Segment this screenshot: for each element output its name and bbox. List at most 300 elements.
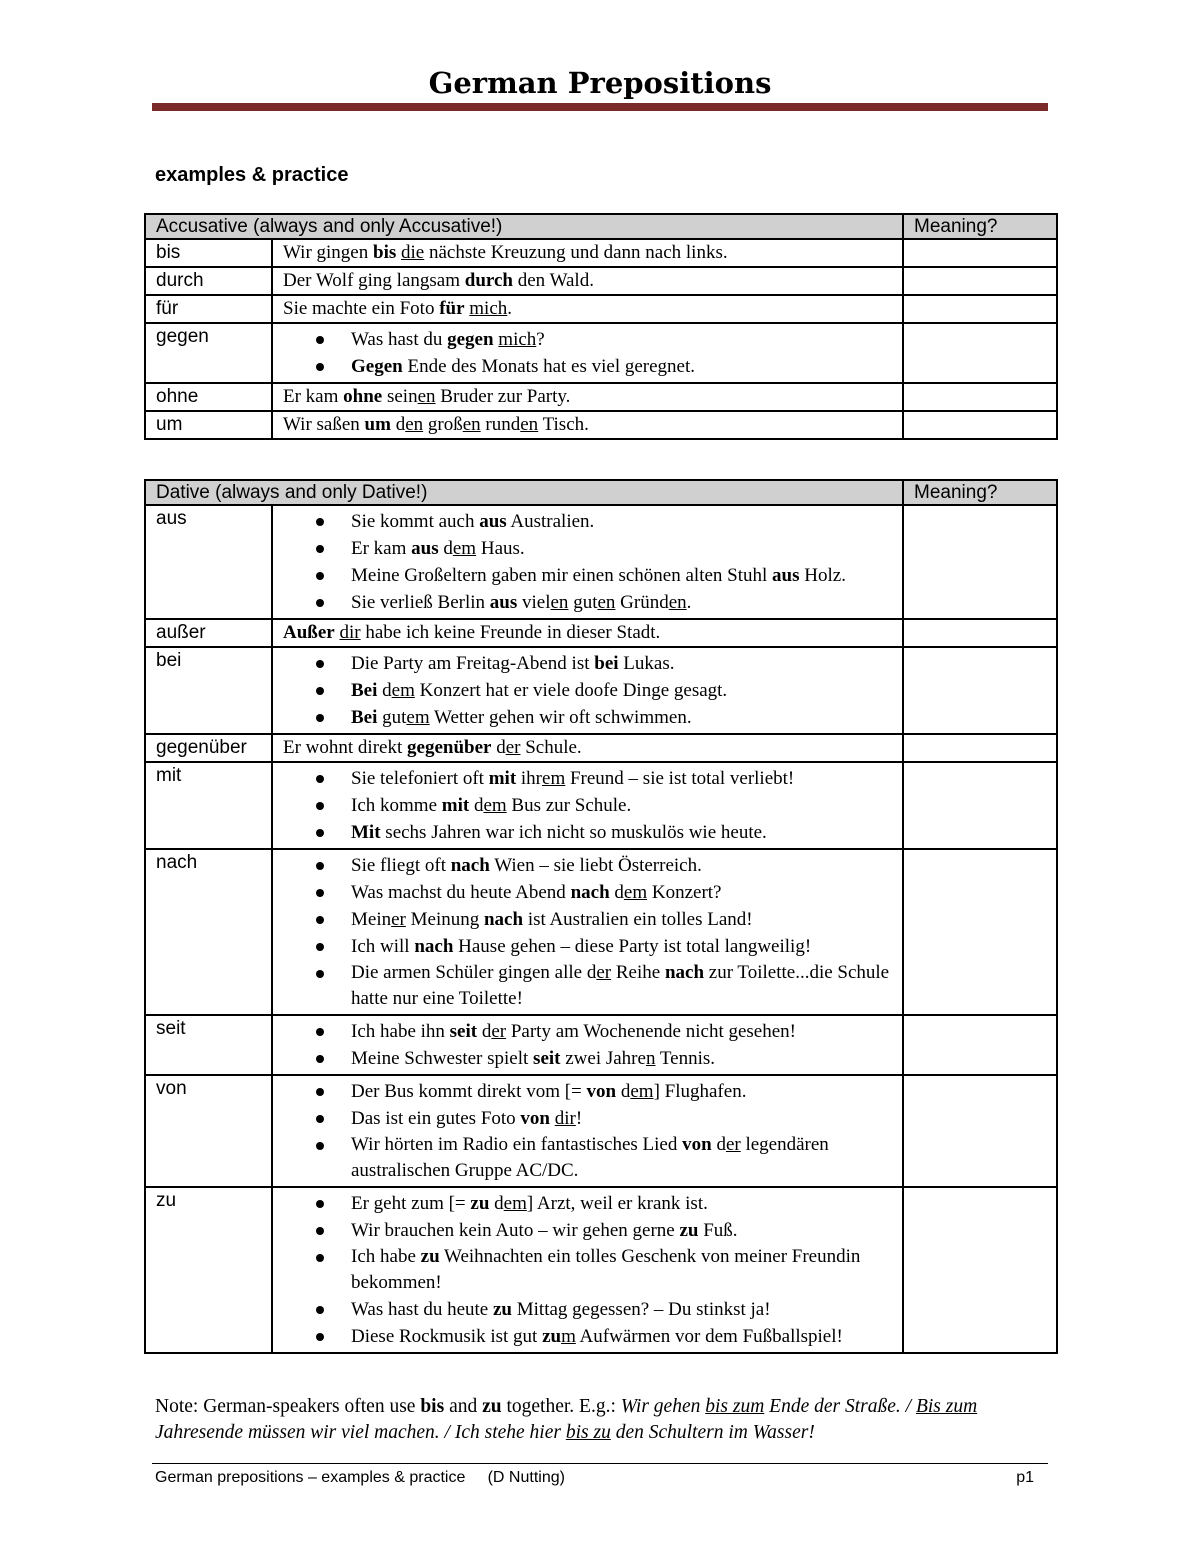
preposition-highlight: bis [373,242,397,263]
text-run: Haus. [476,538,525,559]
preposition-highlight: Bei [351,680,378,701]
preposition-highlight: gegenüber [407,737,492,758]
preposition-highlight: ohne [343,386,383,407]
example-list [283,326,902,380]
preposition-highlight: bis [420,1396,445,1417]
case-ending: em [483,795,507,816]
text-run: d [390,414,406,435]
dative-header: Dative (always and only Dative!) [145,480,903,505]
text-run: den Wald. [513,270,594,291]
accusative-header: Accusative (always and only Accusative!) [145,214,903,239]
text-run: Hause gehen – diese Party ist total langweilig! [453,936,812,957]
text-run: rund [480,414,521,435]
text-run: Sie machte ein Foto [283,298,440,319]
preposition-cell: gegen [145,323,272,383]
text-run: Sie fliegt oft [351,855,451,876]
example-item [283,1132,902,1184]
example-sentence [351,1046,715,1072]
case-ending: en [417,386,436,407]
preposition-cell: nach [145,849,272,1015]
case-ending: en [405,414,424,435]
text-run: nächste Kreuzung und dann nach links. [424,242,728,263]
text-run: Wir hörten im Radio ein fantastisches Lied [351,1134,683,1155]
text-run: legendären australischen Gruppe AC/DC. [351,1134,829,1181]
example-item [283,508,902,535]
text-run: viel [517,592,551,613]
example-item [283,353,902,380]
text-run: Ende der Straße. / [764,1396,916,1417]
preposition-highlight: bei [594,653,619,674]
case-ending: er [391,909,406,930]
text-run: d [489,1193,504,1214]
example-list [283,650,902,731]
preposition-highlight: um [364,414,391,435]
example-list [283,852,902,1012]
example-sentence [351,1324,843,1350]
meaning-answer-cell[interactable] [903,1015,1057,1075]
text-run: Ich will [351,936,415,957]
example-cell [272,1015,903,1075]
text-run: Tisch. [538,414,589,435]
example-sentence [351,536,525,562]
example-cell [272,762,903,849]
preposition-highlight: aus [489,592,518,613]
table-row [145,762,1057,849]
text-run: Ich habe [351,1246,421,1267]
meaning-answer-cell[interactable] [903,383,1057,411]
text-run: Das ist ein gutes Foto [351,1108,521,1129]
text-run: Wien – sie liebt Österreich. [489,855,702,876]
example-item [283,1217,902,1244]
example-sentence [283,270,594,291]
example-sentence [351,509,594,535]
preposition-highlight: für [439,298,465,319]
preposition-highlight: nach [570,882,610,903]
example-cell [272,295,903,323]
footer-divider [152,1463,1048,1464]
case-ending: en [550,592,569,613]
text-run: ist Australien ein tolles Land! [523,909,753,930]
preposition-cell: seit [145,1015,272,1075]
example-item [283,879,902,906]
example-list [283,1018,902,1072]
meaning-answer-cell[interactable] [903,734,1057,762]
example-sentence [351,1019,796,1045]
example-cell [272,1075,903,1187]
example-item [283,326,902,353]
text-run: . [507,298,513,319]
preposition-cell: bis [145,239,272,267]
preposition-cell: bei [145,647,272,734]
case-ending: em [542,768,566,789]
example-sentence [351,820,767,846]
preposition-cell: um [145,411,272,439]
text-run: Bruder zur Party. [435,386,571,407]
example-item [283,1105,902,1132]
text-run: Der Bus kommt direkt vom [= [351,1081,587,1102]
example-sentence [351,934,811,960]
example-item [283,1190,902,1217]
title-divider [152,103,1048,111]
case-ending: em [623,882,648,903]
table-row [145,505,1057,619]
example-sentence [351,880,722,906]
text-run: Wir brauchen kein Auto – wir gehen gerne [351,1220,680,1241]
text-run: d [616,1081,631,1102]
text-run: Ich habe ihn [351,1021,450,1042]
example-item [283,1323,902,1350]
example-cell [272,323,903,383]
footer-text: German prepositions – examples & practice (D Nutting) [155,1469,565,1486]
preposition-highlight: mit [488,768,517,789]
text-run: together. E.g.: [501,1396,621,1417]
preposition-highlight: nach [664,962,705,983]
text-run: Meine Großeltern gaben mir einen schönen alten Stuhl [351,565,773,586]
case-ending: er [596,962,612,983]
preposition-highlight: mit [441,795,470,816]
text-run: Weihnachten ein tolles Geschenk von meiner Freundin bekommen! [351,1246,861,1293]
case-ending: er [725,1134,741,1155]
example-cell [272,849,903,1015]
example-item [283,562,902,589]
preposition-highlight: zu [542,1326,562,1347]
page-title: German Prepositions [428,66,772,100]
text-run: Ende des Monats hat es viel geregnet. [402,356,696,377]
meaning-answer-cell[interactable] [903,505,1057,619]
accusative-table [144,213,1058,440]
meaning-answer-cell[interactable] [903,323,1057,383]
text-run: Er kam [351,538,412,559]
text-run: Wir saßen [283,414,365,435]
page-number: p1 [1016,1469,1034,1486]
text-run: Diese Rockmusik ist gut [351,1326,543,1347]
text-run: and [444,1396,483,1417]
case-ending: die [401,242,425,263]
meaning-header: Meaning? [903,214,1057,239]
preposition-highlight: zu [679,1220,699,1241]
table-row [145,239,1057,267]
text-run: Lukas. [618,653,675,674]
example-item [283,1296,902,1323]
text-run: Was hast du [351,329,448,350]
case-ending: dir [554,1108,576,1129]
example-item [283,677,902,704]
example-cell [272,411,903,439]
example-sentence [283,298,512,319]
text-run: Australien. [506,511,595,532]
example-cell [272,734,903,762]
preposition-cell: durch [145,267,272,295]
example-sentence [351,1218,738,1244]
text-run: Sie verließ Berlin [351,592,490,613]
text-run: Er geht zum [= [351,1193,471,1214]
case-ending: bis zum [705,1396,765,1417]
preposition-highlight: gegen [447,329,494,350]
dative-table [144,479,1058,1354]
example-sentence [351,563,846,589]
text-run: Holz. [799,565,846,586]
example-sentence [351,678,727,704]
table-row [145,411,1057,439]
text-run: Ich komme [351,795,442,816]
table-header-row [145,214,1057,239]
case-ending: em [630,1081,654,1102]
text-run: d [491,737,506,758]
text-run: . [686,592,692,613]
example-item [283,933,902,960]
meaning-answer-cell[interactable] [903,267,1057,295]
example-sentence [283,386,570,407]
example-item [283,765,902,792]
table-row [145,1187,1057,1353]
text-run: Schule. [520,737,582,758]
text-run: ] Flughafen. [653,1081,747,1102]
text-run: groß [423,414,463,435]
meaning-answer-cell[interactable] [903,849,1057,1015]
example-sentence [351,327,545,353]
case-ending: Bis zum [915,1396,978,1417]
case-ending: m [561,1326,576,1347]
text-run: d [438,538,453,559]
text-run: ! [575,1108,583,1129]
example-item [283,1018,902,1045]
example-sentence [351,907,753,933]
example-sentence [351,1132,902,1184]
example-sentence [283,242,728,263]
example-sentence [351,705,692,731]
preposition-highlight: zu [470,1193,490,1214]
preposition-highlight: Bei [351,707,378,728]
text-run: Mittag gegessen? – Du stinkst ja! [512,1299,771,1320]
preposition-highlight: Gegen [351,356,403,377]
case-ending: em [503,1193,527,1214]
text-run: habe ich keine Freunde in dieser Stadt. [360,622,661,643]
text-run: Mein [351,909,392,930]
text-run: Party am Wochenende nicht gesehen! [506,1021,796,1042]
preposition-highlight: von [586,1081,617,1102]
text-run: Tennis. [655,1048,715,1069]
example-item [283,1244,902,1296]
meaning-answer-cell[interactable] [903,619,1057,647]
text-run: ? [536,329,545,350]
case-ending: en [597,592,616,613]
text-run: Meinung [405,909,484,930]
table-row [145,1015,1057,1075]
table-row [145,295,1057,323]
text-run: Sie telefoniert oft [351,768,489,789]
table-row [145,267,1057,295]
preposition-highlight: aus [479,511,507,532]
preposition-highlight: seit [449,1021,478,1042]
example-item [283,819,902,846]
example-item [283,1045,902,1072]
example-list [283,1078,902,1184]
case-ending: er [505,737,521,758]
text-run: Fuß. [698,1220,738,1241]
example-sentence [351,853,702,879]
text-run: Er wohnt direkt [283,737,408,758]
preposition-cell: außer [145,619,272,647]
section-subtitle: examples & practice [155,164,349,186]
preposition-highlight: nach [483,909,524,930]
text-run: sein [382,386,418,407]
text-run: Jahresende müssen wir viel machen. / Ich stehe hier [155,1422,566,1443]
example-item [283,852,902,879]
table-row [145,323,1057,383]
example-sentence [351,1297,771,1323]
text-run: sechs Jahren war ich nicht so muskulös wie heute. [380,822,767,843]
example-cell [272,383,903,411]
example-sentence [283,414,589,435]
example-sentence [351,1191,708,1217]
meaning-answer-cell[interactable] [903,239,1057,267]
example-sentence [351,1079,746,1105]
text-run: zwei Jahre [560,1048,646,1069]
example-sentence [351,651,674,677]
preposition-highlight: seit [533,1048,561,1069]
example-sentence [351,766,794,792]
example-item [283,1078,902,1105]
text-run: Er kam [283,386,344,407]
preposition-cell: gegenüber [145,734,272,762]
text-run: ihr [516,768,543,789]
text-run: Freund – sie ist total verliebt! [565,768,795,789]
example-cell [272,505,903,619]
preposition-highlight: zu [420,1246,440,1267]
preposition-highlight: Mit [351,822,381,843]
example-item [283,792,902,819]
example-sentence [283,737,582,758]
case-ending: en [520,414,539,435]
example-cell [272,267,903,295]
text-run: Aufwärmen vor dem Fußballspiel! [575,1326,843,1347]
example-item [283,589,902,616]
text-run: den Schultern im Wasser! [610,1422,815,1443]
preposition-highlight: aus [411,538,439,559]
text-run: Was hast du heute [351,1299,493,1320]
table-header-row [145,480,1057,505]
text-run: d [711,1134,726,1155]
example-list [283,508,902,616]
case-ending: n [645,1048,656,1069]
case-ending: dir [339,622,361,643]
text-run: Die armen Schüler gingen alle d [351,962,597,983]
text-run: d [477,1021,492,1042]
case-ending: en [462,414,481,435]
table-row [145,383,1057,411]
example-sentence [351,354,695,380]
text-run: Der Wolf ging langsam [283,270,465,291]
example-item [283,650,902,677]
text-run: ] Arzt, weil er krank ist. [526,1193,708,1214]
text-run: Bus zur Schule. [506,795,632,816]
example-cell [272,619,903,647]
text-run: Konzert? [647,882,722,903]
example-list [283,1190,902,1350]
text-run: d [469,795,484,816]
example-item [283,704,902,731]
case-ending: bis zu [565,1422,611,1443]
case-ending: mich [469,298,508,319]
meaning-answer-cell[interactable] [903,762,1057,849]
text-run: Gründ [615,592,669,613]
case-ending: er [491,1021,507,1042]
preposition-highlight: nach [450,855,490,876]
preposition-cell: zu [145,1187,272,1353]
case-ending: em [452,538,477,559]
text-run: Konzert hat er viele doofe Dinge gesagt. [414,680,728,701]
example-sentence [351,793,631,819]
preposition-highlight: Außer [283,622,335,643]
text-run: Die Party am Freitag-Abend ist [351,653,595,674]
example-item [283,535,902,562]
example-sentence [351,1244,902,1296]
example-cell [272,239,903,267]
case-ending: en [668,592,687,613]
example-item [283,906,902,933]
example-sentence [351,960,902,1012]
text-run: Reihe [611,962,665,983]
usage-note [155,1394,1055,1446]
example-cell [272,647,903,734]
example-sentence [351,1106,582,1132]
meaning-answer-cell[interactable] [903,647,1057,734]
preposition-highlight: durch [464,270,513,291]
text-run: Note: German-speakers often use [155,1396,421,1417]
example-cell [272,1187,903,1353]
table-row [145,1075,1057,1187]
preposition-highlight: zu [482,1396,502,1417]
preposition-cell: aus [145,505,272,619]
preposition-highlight: von [520,1108,550,1129]
preposition-cell: mit [145,762,272,849]
example-list [283,765,902,846]
meaning-answer-cell[interactable] [903,1187,1057,1353]
text-run: zur Toilette...die Schule hatte nur eine Toilette! [351,962,890,1009]
case-ending: em [391,680,415,701]
preposition-highlight: von [682,1134,712,1155]
example-sentence [283,622,660,643]
text-run: Meine Schwester spielt [351,1048,534,1069]
text-run: gut [377,707,407,728]
preposition-cell: für [145,295,272,323]
table-row [145,647,1057,734]
table-row [145,734,1057,762]
table-row [145,849,1057,1015]
example-sentence [351,590,691,616]
example-item [283,960,902,1012]
preposition-highlight: nach [414,936,454,957]
text-run: gut [568,592,598,613]
meaning-answer-cell[interactable] [903,295,1057,323]
text-run: Wir gingen [283,242,373,263]
preposition-cell: von [145,1075,272,1187]
meaning-answer-cell[interactable] [903,411,1057,439]
text-run: d [377,680,392,701]
meaning-answer-cell[interactable] [903,1075,1057,1187]
preposition-highlight: zu [493,1299,512,1320]
case-ending: em [406,707,430,728]
case-ending: mich [498,329,537,350]
text-run: d [609,882,624,903]
preposition-cell: ohne [145,383,272,411]
text-run: Wetter gehen wir oft schwimmen. [429,707,692,728]
preposition-highlight: aus [772,565,800,586]
meaning-header: Meaning? [903,480,1057,505]
text-run: Sie kommt auch [351,511,480,532]
text-run: Wir gehen [620,1396,706,1417]
table-row [145,619,1057,647]
